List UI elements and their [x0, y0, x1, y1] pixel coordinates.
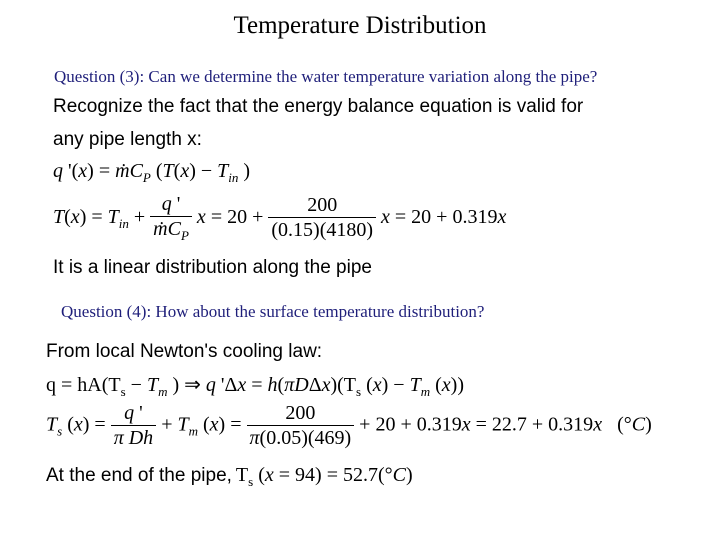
end-of-pipe-text: At the end of the pipe,	[46, 465, 232, 486]
slide-title: Temperature Distribution	[233, 12, 487, 39]
equation-Ts: $T_s$ (x) = $\frac{q '}{\text{π Dh}}$ + $T_m$ (x) = $\frac{200}{\pi(0.05)(469)}$ + 20 + 0.319x = 22.7 + 0.319x (°C)	[46, 402, 652, 449]
equation-T: $T(x) = T_{in}$ + $\frac{q '}{ṁC_P}$ x = 20 + $\frac{200}{(0.15)(4180)}$ x = 20 + 0.319x	[53, 193, 507, 243]
end-of-pipe-line	[46, 464, 413, 490]
q3-text-line2: any pipe length x:	[53, 129, 202, 150]
q4-text-line1: From local Newton's cooling law:	[46, 341, 323, 362]
equation-newton: $q = hA(T_s - T_m$ ) ⇒ q '$\Delta x = h(\pi D\Delta x)(T_s$ $(x) - T_m$ (x))	[46, 374, 464, 399]
equation-end: $T_s$ (x = 94) = 52.7(°C)	[235, 464, 413, 489]
equation-q-prime: q '(x) = ṁC$_P$ ($T(x) - T_{in}$ )	[53, 160, 251, 185]
q3-text-line1: Recognize the fact that the energy balance equation is valid for	[53, 96, 584, 117]
q3-conclusion: It is a linear distribution along the pipe	[53, 257, 372, 278]
question-4: Question (4): How about the surface temperature distribution?	[61, 302, 485, 321]
question-3: Question (3): Can we determine the water temperature variation along the pipe?	[54, 67, 598, 86]
